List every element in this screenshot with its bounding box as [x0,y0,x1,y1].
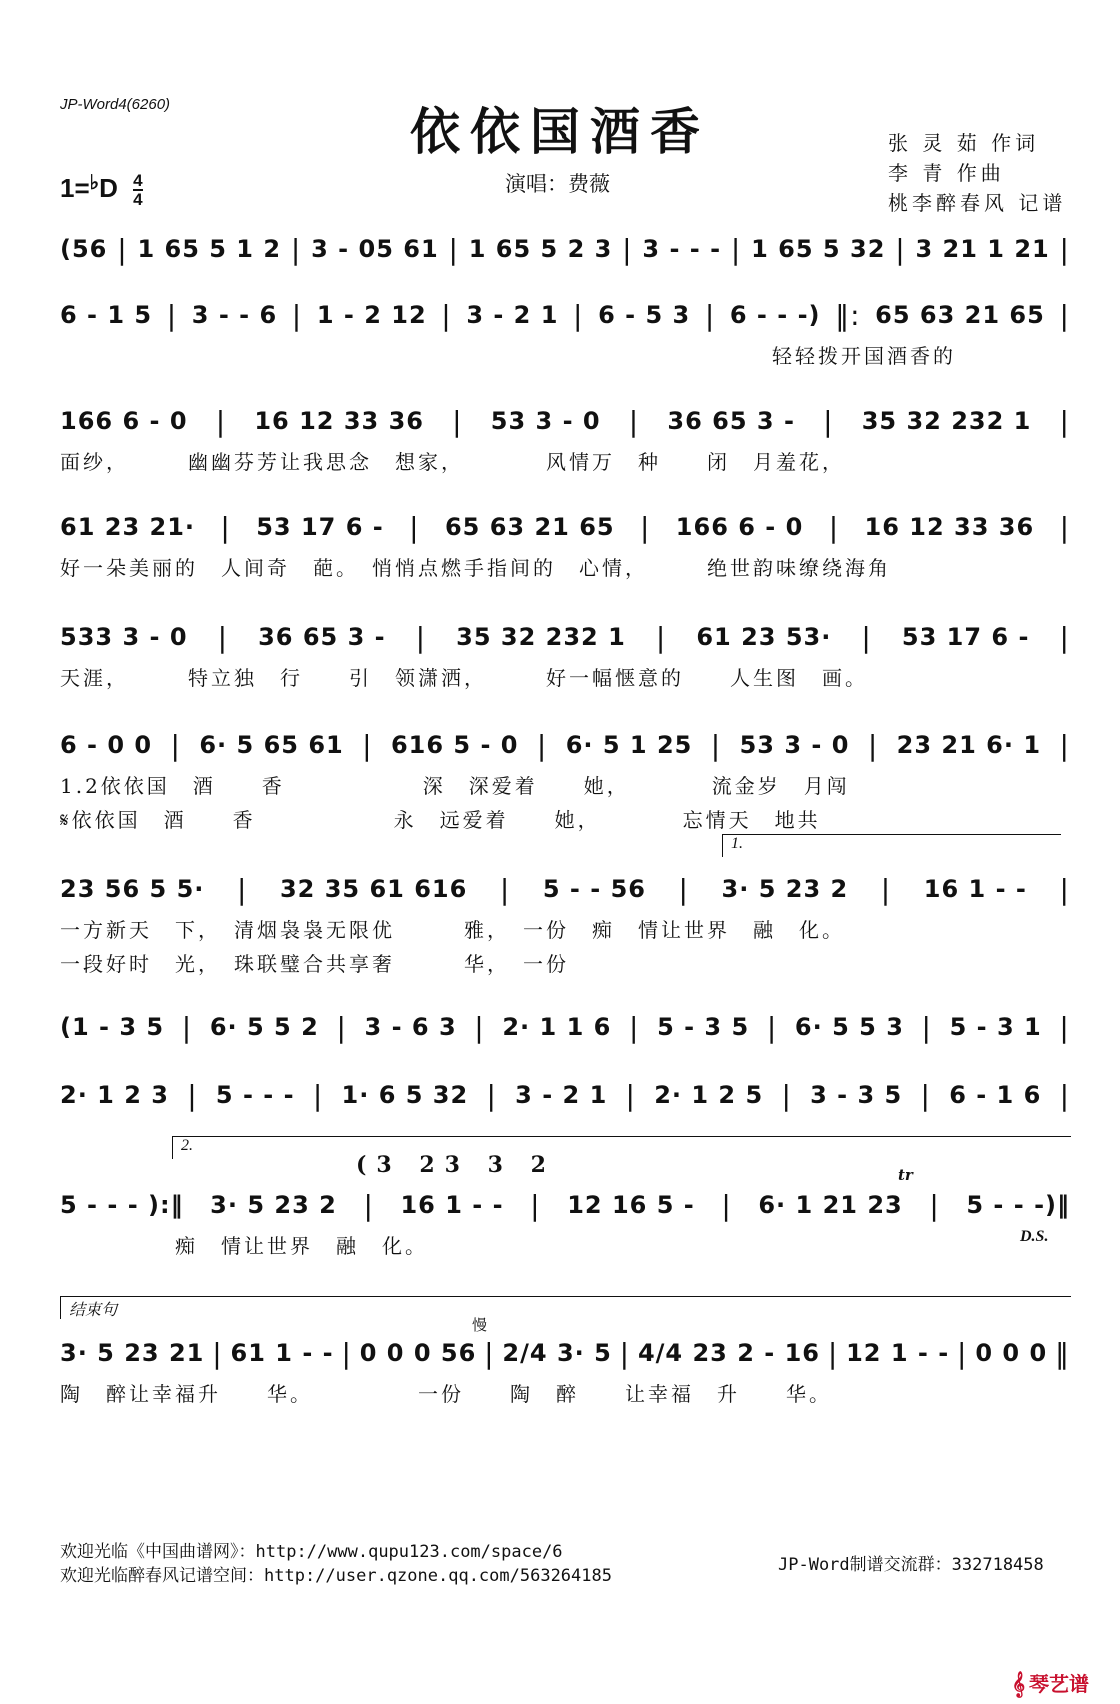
notes-line [60,728,1070,762]
measure: 65 63 21 65 [875,301,1045,329]
tempo-marking: 慢 [472,1316,488,1334]
measure: 3 - - - [642,235,722,263]
bar-line: | [929,1188,940,1222]
measure: 53 3 - 0 [739,731,850,759]
measure: 53 17 6 - [901,623,1030,651]
bar-line: | [486,1078,497,1112]
bar-line: | [861,620,872,654]
notes-line [60,1188,1070,1222]
notes-line [60,620,1070,654]
key-prefix: 1= [60,173,90,203]
bar-line: | [880,872,892,906]
notes-line [60,1078,1070,1112]
transcriber-credit: 桃李醉春风 记谱 [888,191,1067,215]
bar-line: | [1059,620,1070,654]
song-title: 依依国酒香 [410,102,710,161]
measure: 32 35 61 616 [279,875,468,903]
measure: 1 - 2 12 [316,301,427,329]
flat-sign: ♭ [89,172,100,194]
measure: 2· 1 2 3 [60,1081,169,1109]
measure: 2· 1 1 6 [502,1013,612,1041]
measure: 6 - 1 6 [949,1081,1042,1109]
footer-link-qupu[interactable]: 欢迎光临《中国曲谱网》：http://www.qupu123.com/space/6 [60,1542,563,1562]
bar-line: | [721,1188,732,1222]
time-bottom: 4 [133,190,143,209]
measure: 3· 5 23 2 [721,875,849,903]
volta-bracket: 2. [172,1136,1071,1159]
measure: 4/4 23 2 - 16 [637,1339,820,1367]
measure: 533 3 - 0 [60,623,188,651]
measure: 6· 1 21 23 [758,1191,903,1219]
measure: 36 65 3 - [667,407,795,435]
measure: 16 1 - - [923,875,1027,903]
measure: 6· 5 5 3 [794,1013,904,1041]
notes-line [60,232,1070,266]
logo-text: 琴艺谱 [1029,1672,1090,1696]
group-info: JP-Word制谱交流群：332718458 [778,1555,1044,1575]
bar-line: | [1059,872,1070,906]
measure: (1 - 3 5 [60,1013,165,1041]
section-label: 结束句 [60,1296,1071,1319]
bar-line: ‖ [1054,1336,1070,1370]
lyric-line: 面纱， 幽幽芬芳让我思念 想家， 风情万 种 闭 月羞花， [60,450,845,474]
measure: 1 65 5 32 [751,235,886,263]
bar-line: | [921,1010,932,1044]
bar-line: | [312,1078,324,1112]
measure: 3 - 05 61 [311,235,439,263]
bar-line: | [678,872,689,906]
measure: 53 3 - 0 [490,407,601,435]
measure: (56 [60,235,108,263]
bar-line: | [827,1336,839,1370]
lyric-line: 轻轻拨开国酒香的 [772,344,956,368]
measure: 6 - - -) [729,301,821,329]
bar-line: | [1059,298,1070,332]
lyric-line: 陶 醉让幸福升 华。 一份 陶 醉 让幸福 升 华。 [60,1382,832,1406]
measure: 6 - 0 0 [60,731,153,759]
footer-links [60,1540,612,1588]
measure: 3· 5 23 21 [60,1339,205,1367]
bar-line: | [1059,510,1070,544]
bar-line: | [181,1010,193,1044]
measure: 61 23 21· [60,513,196,541]
bar-line: | [710,728,722,762]
bar-line: | [484,1336,495,1370]
lyric-line: 好一朵美丽的 人间奇 葩。 悄悄点燃手指间的 心情， 绝世韵味缭绕海角 [60,556,891,580]
bar-line: | [536,728,548,762]
lyric-line: 1.2依依国 酒 香 深 深爱着 她， 流金岁 月闯 [60,774,850,798]
credits-block [888,128,1066,218]
measure: 36 65 3 - [258,623,386,651]
notes-line [60,872,1070,906]
measure: 6· 5 5 2 [209,1013,319,1041]
bar-line: | [639,510,651,544]
measure: 61 1 - - [230,1339,334,1367]
bar-line: | [499,872,511,906]
volta-bracket: 1. [722,834,1061,857]
logo-icon: 𝄞 [1012,1672,1026,1697]
measure: 166 6 - 0 [60,407,188,435]
lyric-line: 一方新天 下， 清烟袅袅无限优 雅， 一份 痴 情让世界 融 化。 [60,918,845,942]
key-note: D [99,173,118,203]
bar-line: | [655,620,667,654]
measure: 5 - - - [215,1081,295,1109]
footer-link-qzone[interactable]: 欢迎光临醉春风记谱空间：http://user.qzone.qq.com/563264185 [60,1566,612,1586]
bar-line: | [895,232,906,266]
measure: 5 - - - ):‖ [60,1191,184,1219]
bar-line: | [362,728,373,762]
measure: 6 - 1 5 [60,301,153,329]
measure: 6 - 5 3 [598,301,691,329]
bar-line: | [1059,728,1070,762]
bar-line: | [628,1010,640,1044]
bar-line: | [781,1078,792,1112]
notes-line [60,298,1070,332]
dal-segno-marking: D.S. [1020,1228,1049,1245]
bar-line: | [336,1010,347,1044]
software-label: JP-Word4(6260) [60,96,171,113]
measure: 12 16 5 - [567,1191,695,1219]
measure: 3· 5 23 2 [210,1191,337,1219]
bar-line: ‖: [835,298,861,332]
bar-line: | [441,298,452,332]
bar-line: | [1059,1010,1070,1044]
measure: 6· 5 65 61 [199,731,344,759]
bar-line: | [622,232,633,266]
bar-line: | [415,620,427,654]
bar-line: | [363,1188,374,1222]
bar-line: | [823,404,834,438]
bar-line: | [530,1188,541,1222]
measure: 3 - 2 1 [466,301,559,329]
site-logo [1012,1668,1089,1697]
ossia-notes: (3 23 3 2 [356,1152,556,1178]
measure: 16 12 33 36 [254,407,424,435]
measure: 1 65 5 2 3 [468,235,613,263]
bar-line: | [920,1078,931,1112]
measure: 5 - - 56 [542,875,646,903]
measure: 5 - - -)‖ [966,1191,1070,1219]
bar-line: | [448,232,459,266]
lyricist-credit: 张 灵 茹 作词 [888,131,1040,155]
measure: 23 56 5 5· [60,875,205,903]
bar-line: | [628,404,640,438]
bar-line: | [187,1078,198,1112]
measure: 23 21 6· 1 [896,731,1042,759]
bar-line: | [217,620,229,654]
trill-marking: tr [898,1166,913,1184]
bar-line: | [625,1078,636,1112]
measure: 2/4 3· 5 [502,1339,612,1367]
bar-line: | [170,728,181,762]
measure: 166 6 - 0 [675,513,804,541]
lyric-line: 天涯， 特立独 行 引 领潇洒， 好一幅惬意的 人生图 画。 [60,666,868,690]
notes-line [60,1010,1070,1044]
measure: 0 0 0 56 [359,1339,477,1367]
bar-line: | [828,510,840,544]
bar-line: | [1059,1078,1070,1112]
bar-line: | [212,1336,223,1370]
lyric-line: 𝄋依依国 酒 香 永 远爱着 她， 忘情天 地共 [60,808,821,832]
measure: 6· 5 1 25 [565,731,693,759]
time-signature [133,172,142,208]
measure: 616 5 - 0 [390,731,519,759]
notes-line [60,510,1070,544]
measure: 35 32 232 1 [861,407,1032,435]
measure: 12 1 - - [846,1339,950,1367]
measure: 3 - 3 5 [810,1081,903,1109]
bar-line: | [704,298,716,332]
lyric-line: 一段好时 光， 珠联璧合共享奢 华， 一份 [60,952,569,976]
measure: 3 21 1 21 [915,235,1050,263]
singer-credit: 演唱：费薇 [505,172,610,196]
notes-line [60,1336,1070,1370]
measure: 2· 1 2 5 [654,1081,764,1109]
notes-line [60,404,1070,438]
bar-line: | [215,404,227,438]
bar-line: | [220,510,231,544]
measure: 16 12 33 36 [864,513,1035,541]
bar-line: | [290,232,302,266]
key-signature [60,170,143,208]
bar-line: | [291,298,303,332]
measure: 1 65 5 1 2 [137,235,282,263]
composer-credit: 李 青 作曲 [888,161,1005,185]
bar-line: | [1059,404,1070,438]
bar-line: | [166,298,178,332]
measure: 3 - - 6 [191,301,278,329]
bar-line: | [236,872,248,906]
bar-line: | [474,1010,485,1044]
bar-line: | [341,1336,352,1370]
bar-line: | [117,232,128,266]
measure: 3 - 6 3 [364,1013,457,1041]
measure: 3 - 2 1 [515,1081,608,1109]
bar-line: | [730,232,742,266]
measure: 16 1 - - [400,1191,504,1219]
bar-line: | [957,1336,968,1370]
measure: 5 - 3 5 [657,1013,750,1041]
bar-line: | [573,298,584,332]
bar-line: | [619,1336,631,1370]
measure: 35 32 232 1 [456,623,626,651]
measure: 61 23 53· [696,623,832,651]
bar-line: | [1059,232,1070,266]
lyric-line: 痴 情让世界 融 化。 [60,1234,428,1258]
bar-line: | [452,404,463,438]
measure: 1· 6 5 32 [341,1081,469,1109]
measure: 5 - 3 1 [949,1013,1042,1041]
measure: 53 17 6 - [256,513,384,541]
measure: 0 0 0 [975,1339,1048,1367]
bar-line: | [867,728,879,762]
bar-line: | [766,1010,778,1044]
measure: 65 63 21 65 [444,513,615,541]
time-top: 4 [133,171,143,190]
bar-line: | [409,510,420,544]
